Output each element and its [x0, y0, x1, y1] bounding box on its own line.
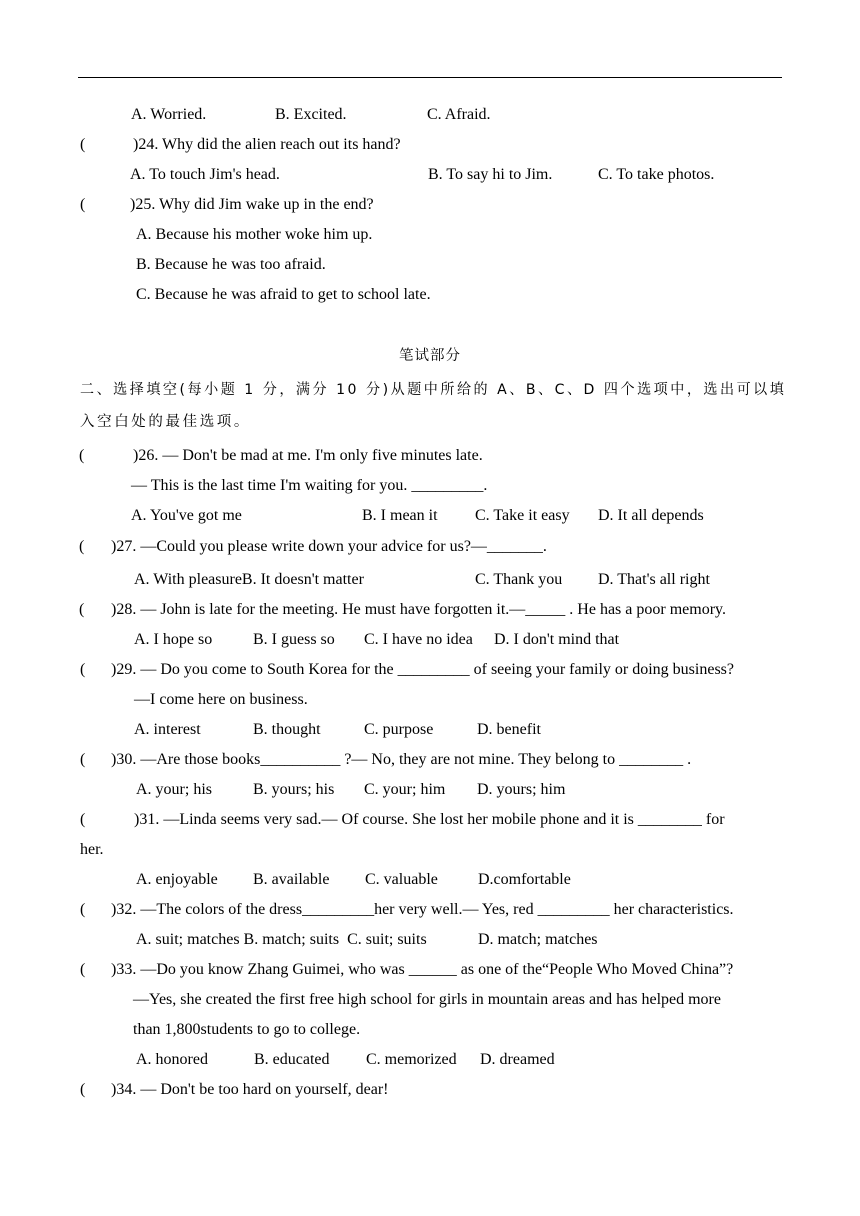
q28-paren: (: [79, 601, 85, 618]
q28-option-c: C. I have no idea: [364, 631, 473, 648]
q31-stem: )31. —Linda seems very sad.— Of course. She lost her mobile phone and it is ________ for: [134, 811, 725, 828]
q25-option-c: C. Because he was afraid to get to school late.: [136, 286, 431, 303]
q30-option-b: B. yours; his: [253, 781, 335, 798]
q26-option-c: C. Take it easy: [475, 507, 570, 524]
q27-option-d: D. That's all right: [598, 571, 710, 588]
instructions-line-1: 二、选择填空(每小题 1 分，满分 10 分)从题中所给的 A、B、C、D 四个选项中，选出可以填: [80, 382, 787, 398]
q29-line-2: —I come here on business.: [134, 691, 308, 708]
q29-option-d: D. benefit: [477, 721, 541, 738]
q27-option-ab: A. With pleasureB. It doesn't matter: [134, 571, 364, 588]
instructions-line-2: 入空白处的最佳选项。: [80, 414, 251, 430]
header-rule: [78, 77, 782, 78]
q33-line-3: than 1,800students to go to college.: [133, 1021, 361, 1038]
q33-paren: (: [80, 961, 86, 978]
q34-paren: (: [80, 1081, 86, 1098]
q31-option-c: C. valuable: [365, 871, 438, 888]
q28-option-a: A. I hope so: [134, 631, 213, 648]
q23-option-b: B. Excited.: [275, 106, 347, 123]
q31-line-2: her.: [80, 841, 104, 858]
q32-option-d: D. match; matches: [478, 931, 598, 948]
q33-option-d: D. dreamed: [480, 1051, 555, 1068]
q33-line-2: —Yes, she created the first free high school for girls in mountain areas and has helped more: [133, 991, 721, 1008]
q30-option-c: C. your; him: [364, 781, 446, 798]
q27-option-c: C. Thank you: [475, 571, 563, 588]
q27-paren: (: [79, 538, 85, 555]
q27-stem: )27. —Could you please write down your advice for us?—_______.: [111, 538, 547, 555]
q33-stem: )33. —Do you know Zhang Guimei, who was ______ as one of the“People Who Moved China”?: [111, 961, 734, 978]
q32-stem: )32. —The colors of the dress_________her very well.— Yes, red _________ her characteristics.: [111, 901, 734, 918]
q26-line-2: — This is the last time I'm waiting for you. _________.: [131, 477, 488, 494]
q26-option-b: B. I mean it: [362, 507, 438, 524]
q24-option-c: C. To take photos.: [598, 166, 715, 183]
q26-option-a: A. You've got me: [131, 507, 242, 524]
q23-option-c: C. Afraid.: [427, 106, 491, 123]
q33-option-b: B. educated: [254, 1051, 330, 1068]
q26-stem: )26. — Don't be mad at me. I'm only five minutes late.: [133, 447, 483, 464]
q29-option-b: B. thought: [253, 721, 321, 738]
q30-paren: (: [80, 751, 86, 768]
q26-option-d: D. It all depends: [598, 507, 704, 524]
q33-option-c: C. memorized: [366, 1051, 457, 1068]
q32-paren: (: [80, 901, 86, 918]
q24-stem: )24. Why did the alien reach out its hand?: [133, 136, 401, 153]
q28-option-b: B. I guess so: [253, 631, 335, 648]
q29-paren: (: [80, 661, 86, 678]
q31-option-b: B. available: [253, 871, 330, 888]
q30-option-d: D. yours; him: [477, 781, 566, 798]
q33-option-a: A. honored: [136, 1051, 208, 1068]
q24-option-b: B. To say hi to Jim.: [428, 166, 553, 183]
q31-option-a: A. enjoyable: [136, 871, 218, 888]
q31-paren: (: [80, 811, 86, 828]
q30-option-a: A. your; his: [136, 781, 212, 798]
q30-stem: )30. —Are those books__________ ?— No, they are not mine. They belong to ________ .: [111, 751, 692, 768]
q28-option-d: D. I don't mind that: [494, 631, 620, 648]
q34-stem: )34. — Don't be too hard on yourself, dear!: [111, 1081, 389, 1098]
section-title: 笔试部分: [399, 348, 461, 364]
q26-paren: (: [79, 447, 85, 464]
q29-option-c: C. purpose: [364, 721, 434, 738]
q23-option-a: A. Worried.: [131, 106, 207, 123]
q25-paren: (: [80, 196, 86, 213]
q29-option-a: A. interest: [134, 721, 201, 738]
q24-paren: (: [80, 136, 86, 153]
q28-stem: )28. — John is late for the meeting. He must have forgotten it.—_____ . He has a poor memory.: [111, 601, 726, 618]
q25-option-a: A. Because his mother woke him up.: [136, 226, 373, 243]
q24-option-a: A. To touch Jim's head.: [130, 166, 280, 183]
q31-option-d: D.comfortable: [478, 871, 571, 888]
q29-stem: )29. — Do you come to South Korea for the _________ of seeing your family or doing business?: [111, 661, 735, 678]
q32-option-abc: A. suit; matches B. match; suits C. suit; suits: [136, 931, 427, 948]
q25-option-b: B. Because he was too afraid.: [136, 256, 326, 273]
q25-stem: )25. Why did Jim wake up in the end?: [130, 196, 374, 213]
